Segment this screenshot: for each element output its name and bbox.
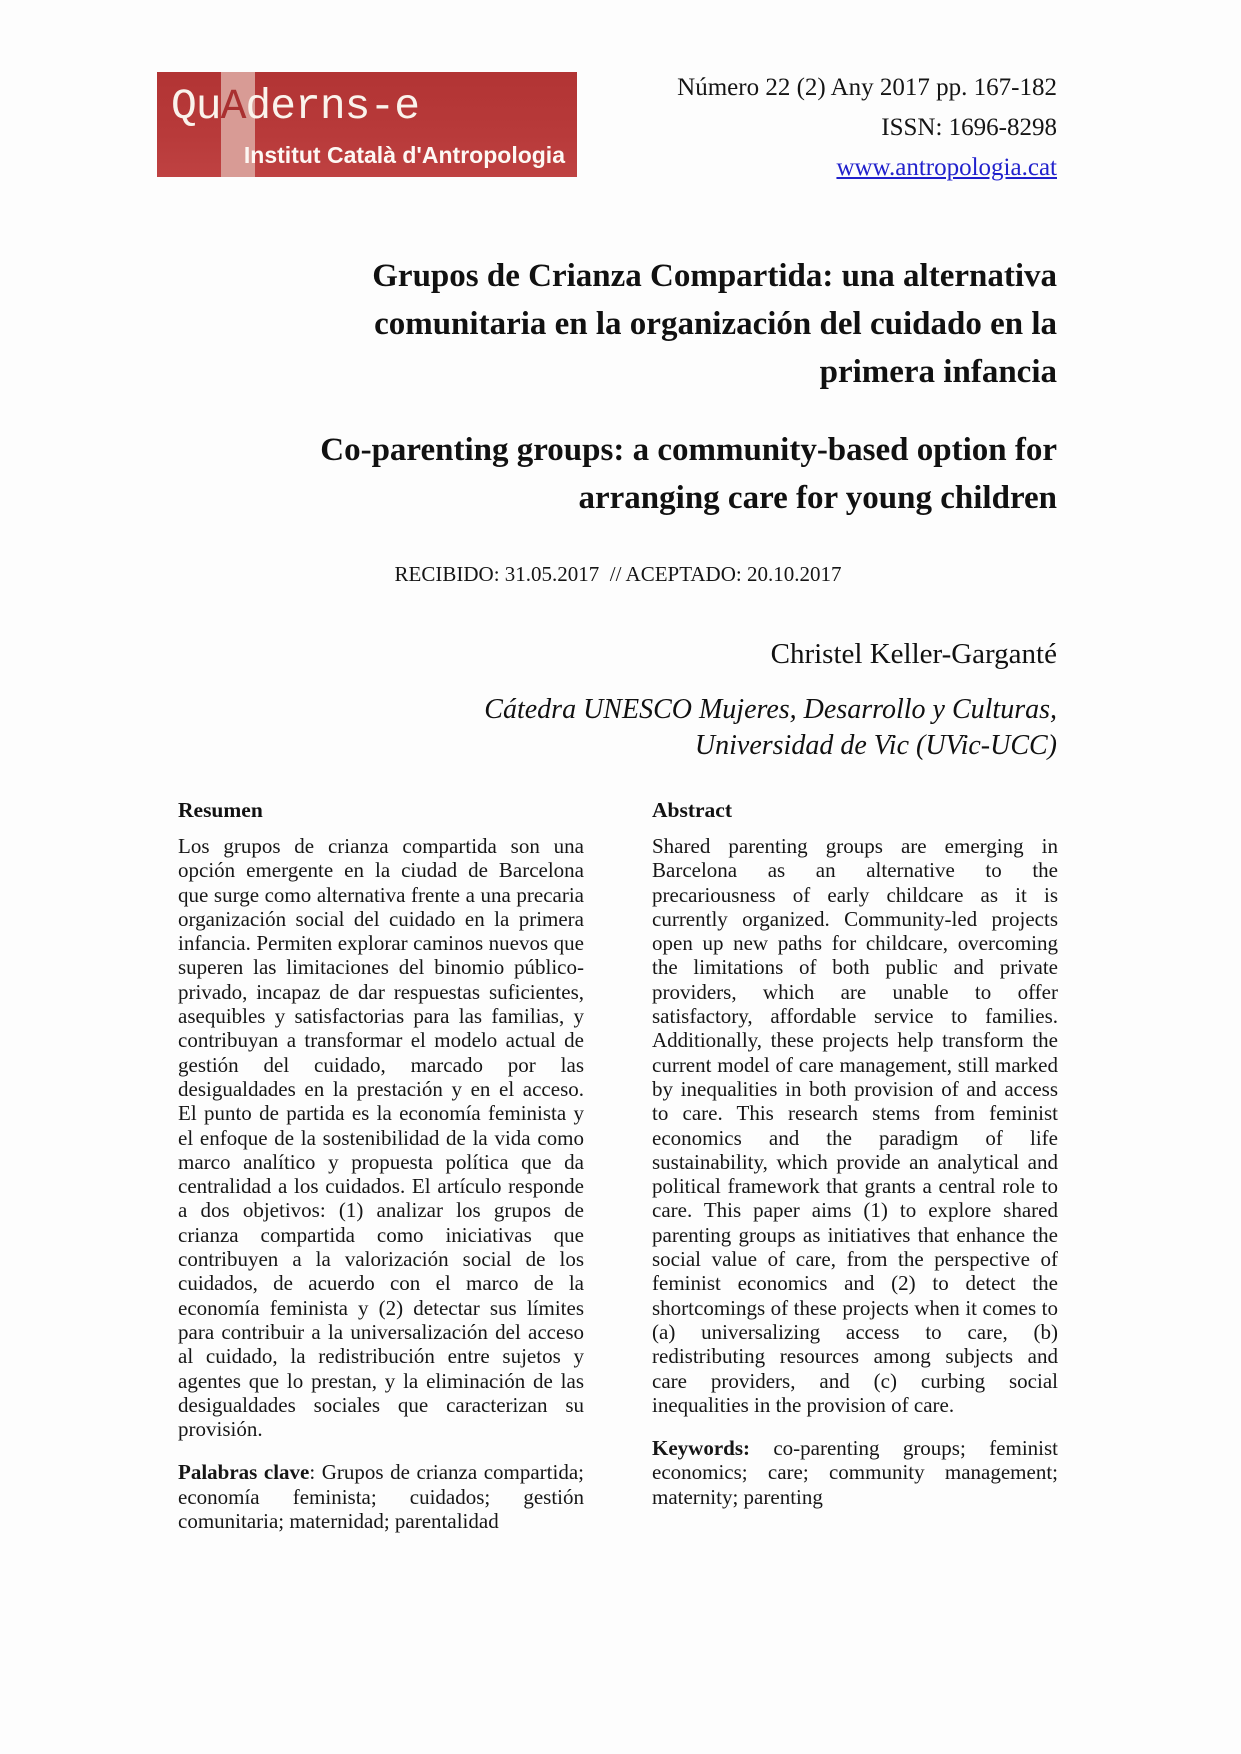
title-line: arranging care for young children — [578, 480, 1057, 516]
issue-number-line: Número 22 (2) Any 2017 pp. 167-182 — [677, 74, 1057, 101]
issue-meta-block — [677, 68, 1057, 188]
keywords-label: Keywords: — [652, 1436, 750, 1461]
resumen-text: Los grupos de crianza compartida son una opción emergente en la ciudad de Barcelona que surge como alternativa frente a una precaria organización social del cuidado en la primera infancia. Permiten explorar caminos nuevos que superen las limitaciones del binomio público-privado, incapaz de dar respuestas suficientes, asequibles y satisfactorias para las familias, y contribuyan a transformar el modelo actual de gestión del cuidado, marcado por las desigualdades en la prestación y en el acceso. El punto de partida es la economía feminista y el enfoque de la sostenibilidad de la vida como marco analítico y propuesta política que da centralidad a los cuidados. El artículo responde a dos objetivos: (1) analizar los grupos de crianza compartida como iniciativas que contribuyen a la valorización social de los cuidados, de acuerdo con el marco de la economía feminista y (2) detectar sus límites para contribuir a la universalización del acceso al cuidado, la redistribución entre sujetos y agentes que lo prestan, y la eliminación de las desigualdades sociales que caracterizan su provisión. — [178, 834, 584, 1442]
keywords-text: co-parenting groups; feminist economics; care; community management; maternity; parenting — [652, 1436, 1058, 1509]
palabras-clave-label: Palabras clave — [178, 1460, 310, 1485]
logo-name-accent-letter: A — [220, 82, 246, 131]
abstract-text: Shared parenting groups are emerging in Barcelona as an alternative to the precariousness of early childcare as it is currently organized. Community-led projects open up new paths for childcare, overcoming the limitations of both public and private providers, which are unable to offer satisfactory, affordable service to families. Additionally, these projects help transform the current model of care management, still marked by inequalities in both provision of and access to care. This research stems from feminist economics and the paradigm of life sustainability, which provide an analytical and political framework that grants a central role to care. This paper aims (1) to explore shared parenting groups as initiatives that enhance the social value of care, from the perspective of feminist economics and (2) to detect the shortcomings of these projects when it comes to (a) universalizing access to care, (b) redistributing resources among subjects and care providers, and (c) curbing social inequalities in the provision of care. — [652, 834, 1058, 1417]
journal-website-link[interactable]: www.antropologia.cat — [836, 154, 1057, 181]
title-line: primera infancia — [819, 354, 1057, 390]
logo-name-part: derns-e — [245, 82, 420, 131]
logo-name-part: Qu — [171, 82, 221, 131]
keywords — [652, 1436, 1058, 1509]
journal-logo-name — [171, 82, 419, 131]
affiliation-line: Universidad de Vic (UVic-UCC) — [694, 730, 1057, 761]
article-title-english — [320, 426, 1057, 522]
palabras-clave — [178, 1460, 584, 1533]
journal-logo — [157, 72, 577, 177]
received-accepted-line: RECIBIDO: 31.05.2017 // ACEPTADO: 20.10.2017 — [394, 562, 842, 586]
resumen-heading: Resumen — [178, 798, 263, 822]
abstract-column — [652, 798, 1058, 1509]
palabras-clave-text: : Grupos de crianza compartida; economía feminista; cuidados; gestión comunitaria; maternidad; parentalidad — [178, 1460, 585, 1534]
title-line: Grupos de Crianza Compartida: una alternativa — [372, 258, 1057, 294]
author-affiliation — [484, 692, 1057, 764]
resumen-column — [178, 798, 584, 1533]
institute-name: Institut Català d'Antropologia — [243, 142, 565, 168]
title-line: Co-parenting groups: a community-based option for — [320, 432, 1057, 468]
author-name: Christel Keller-Garganté — [770, 638, 1057, 670]
affiliation-line: Cátedra UNESCO Mujeres, Desarrollo y Culturas, — [484, 694, 1057, 725]
issn-line: ISSN: 1696-8298 — [881, 114, 1057, 141]
title-line: comunitaria en la organización del cuidado en la — [374, 306, 1057, 342]
website-line — [677, 148, 1057, 188]
abstract-heading: Abstract — [652, 798, 733, 822]
article-title-spanish — [372, 252, 1057, 396]
